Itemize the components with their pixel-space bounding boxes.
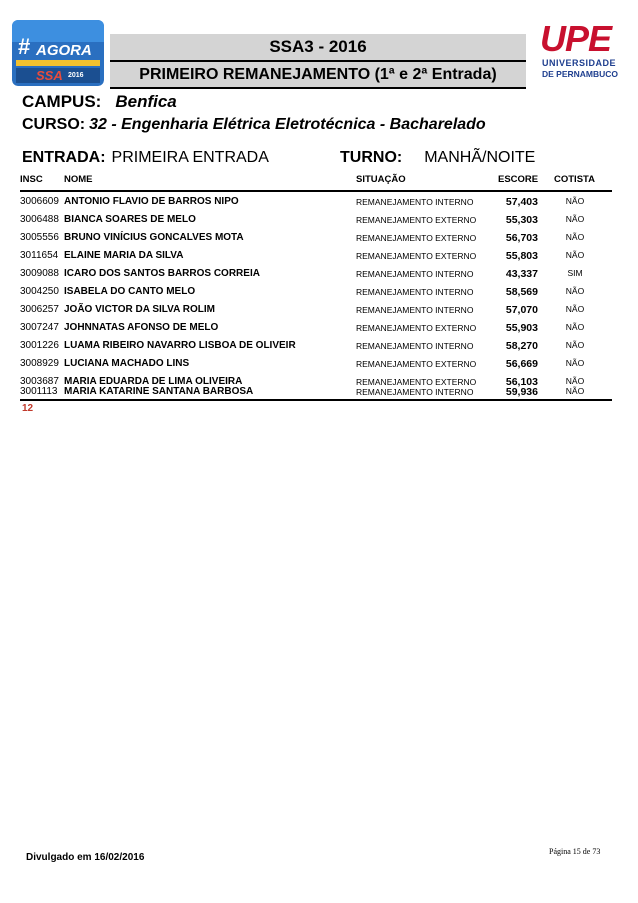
cell-situacao: REMANEJAMENTO EXTERNO	[356, 377, 477, 387]
cell-cotista: NÃO	[565, 340, 585, 350]
ssa-hashtag: #	[18, 34, 31, 59]
cell-insc: 3011654	[20, 250, 59, 261]
cell-nome: BRUNO VINÍCIUS GONCALVES MOTA	[64, 232, 244, 243]
cell-situacao: REMANEJAMENTO EXTERNO	[356, 323, 477, 333]
cell-situacao: REMANEJAMENTO INTERNO	[356, 287, 474, 297]
cell-escore: 57,070	[505, 304, 538, 316]
cell-cotista: NÃO	[565, 322, 585, 332]
table-header	[20, 170, 612, 192]
cell-insc: 3007247	[20, 322, 59, 333]
table-row	[20, 265, 612, 283]
cell-nome: MARIA EDUARDA DE LIMA OLIVEIRA	[64, 376, 243, 387]
cell-cotista: NÃO	[565, 214, 585, 224]
cell-escore: 55,303	[505, 214, 538, 226]
cell-nome: LUCIANA MACHADO LINS	[64, 358, 190, 369]
cell-insc: 3009088	[20, 268, 59, 279]
cell-nome: BIANCA SOARES DE MELO	[64, 214, 196, 225]
table-row	[20, 211, 612, 229]
cell-cotista: NÃO	[565, 196, 585, 206]
page-subtitle: PRIMEIRO REMANEJAMENTO (1ª e 2ª Entrada)	[110, 62, 526, 89]
curso-value: 32 - Engenharia Elétrica Eletrotécnica - Bacharelado	[89, 116, 486, 133]
upe-text: UPE	[540, 18, 612, 59]
cell-cotista: NÃO	[565, 304, 585, 314]
cell-nome: JOÃO VICTOR DA SILVA ROLIM	[64, 304, 215, 315]
cell-insc: 3001226	[20, 340, 59, 351]
col-insc: INSC	[20, 174, 43, 185]
cell-situacao: REMANEJAMENTO INTERNO	[356, 387, 474, 397]
cell-escore: 57,403	[505, 196, 538, 208]
table-row	[20, 229, 612, 247]
col-nome: NOME	[64, 174, 93, 185]
col-situacao: SITUAÇÃO	[356, 174, 406, 185]
cell-cotista: NÃO	[565, 358, 585, 368]
cell-situacao: REMANEJAMENTO INTERNO	[356, 305, 474, 315]
cell-escore: 59,936	[505, 386, 538, 398]
cell-situacao: REMANEJAMENTO EXTERNO	[356, 251, 477, 261]
cell-insc: 3004250	[20, 286, 59, 297]
cell-insc: 3006257	[20, 304, 59, 315]
cell-cotista: NÃO	[565, 232, 585, 242]
cell-escore: 58,569	[505, 286, 538, 298]
campus-row	[22, 92, 177, 112]
cell-insc: 3003687	[20, 376, 59, 387]
table-row	[20, 283, 612, 301]
cell-situacao: REMANEJAMENTO INTERNO	[356, 269, 474, 279]
cell-escore: 58,270	[505, 340, 538, 352]
cell-escore: 56,669	[505, 358, 538, 370]
cell-cotista: NÃO	[565, 250, 585, 260]
cell-situacao: REMANEJAMENTO EXTERNO	[356, 359, 477, 369]
cell-nome: ICARO DOS SANTOS BARROS CORREIA	[64, 268, 260, 279]
cell-insc: 3005556	[20, 232, 59, 243]
cell-cotista: NÃO	[565, 286, 585, 296]
cell-escore: 43,337	[505, 268, 538, 280]
cell-escore: 56,103	[505, 376, 538, 388]
curso-label: CURSO:	[22, 116, 86, 133]
table-row	[20, 355, 612, 373]
cell-cotista: NÃO	[565, 376, 585, 386]
entrada-value: PRIMEIRA ENTRADA	[111, 149, 269, 166]
cell-situacao: REMANEJAMENTO EXTERNO	[356, 233, 477, 243]
turno-value: MANHÃ/NOITE	[424, 149, 536, 166]
cell-escore: 55,903	[505, 322, 538, 334]
table-row	[20, 337, 612, 355]
cell-situacao: REMANEJAMENTO INTERNO	[356, 197, 474, 207]
cell-cotista: SIM	[567, 268, 583, 278]
cell-insc: 3008929	[20, 358, 59, 369]
table-divider	[20, 399, 612, 401]
entrada-row	[22, 149, 269, 167]
table-row	[20, 193, 612, 211]
cell-nome: JOHNNATAS AFONSO DE MELO	[64, 322, 219, 333]
footer-published-date: Divulgado em 16/02/2016	[26, 852, 145, 863]
cell-situacao: REMANEJAMENTO INTERNO	[356, 341, 474, 351]
col-escore: ESCORE	[498, 174, 539, 185]
cell-nome: ELAINE MARIA DA SILVA	[64, 250, 184, 261]
cell-situacao: REMANEJAMENTO EXTERNO	[356, 215, 477, 225]
campus-value: Benfica	[115, 92, 177, 111]
campus-label: CAMPUS:	[22, 92, 102, 111]
col-cotista: COTISTA	[554, 174, 595, 185]
ssa-text: SSA	[36, 68, 63, 83]
cell-escore: 55,803	[505, 250, 538, 262]
upe-line2: DE PERNAMBUCO	[542, 69, 619, 79]
cell-nome: MARIA KATARINE SANTANA BARBOSA	[64, 386, 254, 397]
cell-insc: 3006609	[20, 196, 59, 207]
table-row	[20, 301, 612, 319]
curso-row	[22, 116, 486, 134]
turno-label: TURNO:	[340, 149, 403, 166]
page-title: SSA3 - 2016	[110, 34, 526, 62]
table-row	[20, 247, 612, 265]
cell-insc: 3001113	[20, 386, 58, 397]
cell-nome: LUAMA RIBEIRO NAVARRO LISBOA DE OLIVEIR	[64, 340, 296, 351]
cell-cotista: NÃO	[565, 386, 585, 396]
table-row	[20, 319, 612, 337]
turno-row	[340, 149, 535, 167]
ssa-year: 2016	[68, 72, 84, 79]
upe-logo	[538, 18, 630, 82]
cell-nome: ISABELA DO CANTO MELO	[64, 286, 196, 297]
footer-page-number: Página 15 de 73	[549, 847, 601, 856]
upe-line1: UNIVERSIDADE	[542, 58, 617, 68]
cell-insc: 3006488	[20, 214, 59, 225]
total-count: 12	[22, 403, 34, 414]
entrada-label: ENTRADA:	[22, 149, 106, 166]
cell-escore: 56,703	[505, 232, 538, 244]
ssa-logo	[12, 20, 104, 86]
ssa-word: AGORA	[36, 42, 92, 59]
cell-nome: ANTONIO FLAVIO DE BARROS NIPO	[64, 196, 239, 207]
